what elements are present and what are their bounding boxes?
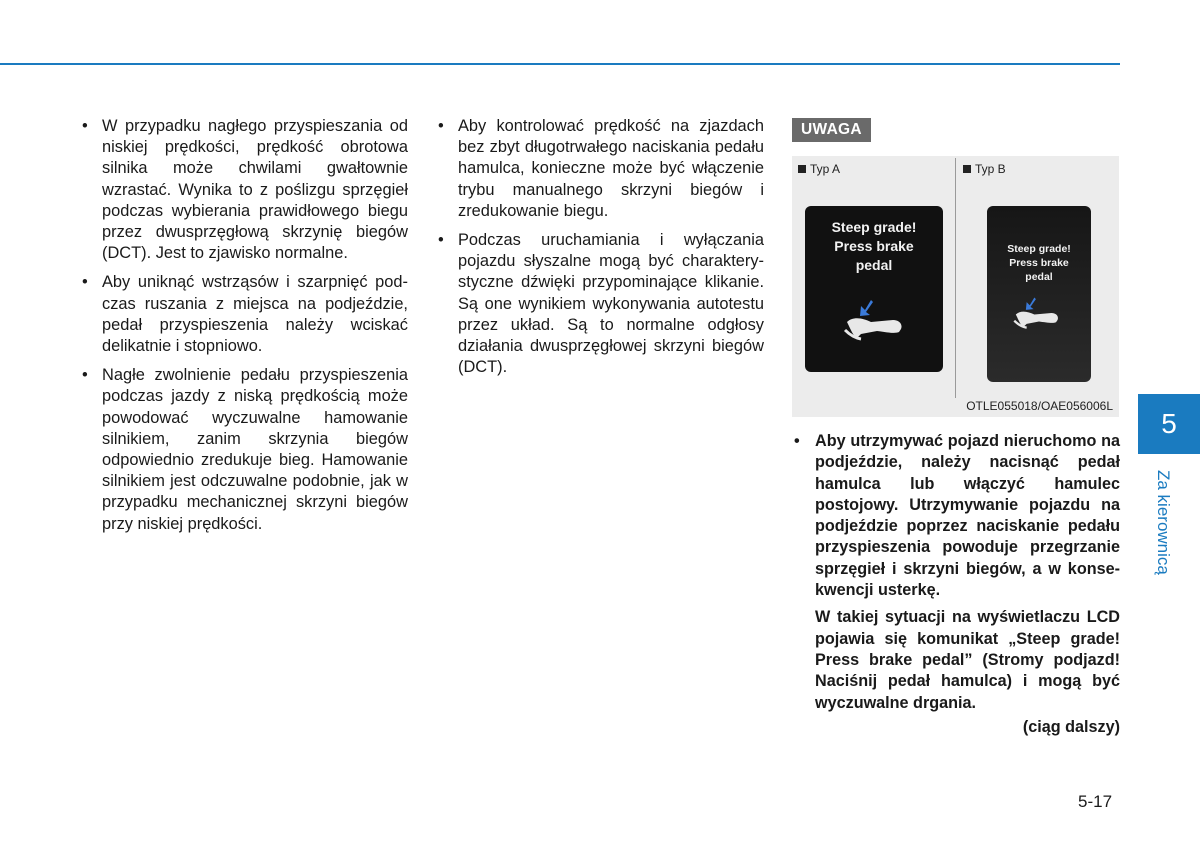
chapter-title-vertical: [1145, 470, 1185, 580]
list-item: • Aby uniknąć wstrząsów i szarpnięć podczas ruszania z miejsca na podjeździe, pedał przyspieszenia należy wciskać delikatnie i stopniowo.: [80, 272, 408, 357]
uwaga-label: UWAGA: [792, 118, 871, 142]
caution-paragraph: W takiej sytuacji na wyświetlaczu LCD pojawia się komunikat „Steep grade! Press brake pedal” (Stromy podjazd! Naciśnij pedał hamulca) i mogą być wyczuwalne drgania.: [815, 608, 1120, 712]
brake-pedal-icon: [841, 298, 913, 342]
lcd-message: Steep grade! Press brake pedal: [1007, 243, 1071, 283]
list-item: • Podczas uruchamiania i wyłączania pojazdu słyszalne mogą być charakterystyczne dźwięki przypominające klikanie. Są one wynikiem wykonywania autotestu przez układ. Są to normalne odgłosy działania dwusprzęgłowej skrzyni biegów (DCT).: [436, 230, 764, 378]
top-rule: [0, 63, 1120, 65]
lcd-figure: [792, 156, 1119, 417]
chapter-title: Za kierownicą: [1154, 470, 1173, 575]
figure-divider: [955, 158, 956, 398]
page-number: 5-17: [1078, 792, 1113, 811]
square-bullet-icon: [963, 165, 971, 173]
figure-code: OTLE055018/OAE056006L: [966, 399, 1113, 413]
text-column-1: [80, 116, 408, 543]
chapter-tab: 5: [1138, 394, 1200, 454]
brake-pedal-icon: [1011, 296, 1067, 330]
lcd-screen-type-b: [987, 206, 1091, 382]
type-a-label: Typ A: [810, 162, 841, 176]
type-b-label: Typ B: [975, 162, 1006, 176]
text-column-2: [436, 116, 764, 386]
continued-label: (ciąg dalszy): [1022, 718, 1120, 736]
lcd-message: Steep grade! Press brake pedal: [831, 219, 917, 273]
list-item: • Nagłe zwolnienie pedału przyspieszenia podczas jazdy z niską prędkością może powodować wyczuwalne hamowanie silnikiem, zanim skrzynia biegów odpowiednio zredukuje bieg. Hamowanie silnikiem jest odczuwalne podobnie, jak w przypadku mechanicznej skrzyni biegów przy niskiej prędkości.: [80, 365, 408, 535]
type-a-caption: [798, 162, 840, 176]
list-item: • W przypadku nagłego przyspieszania od niskiej prędkości, prędkość obrotowa silnika może chwilami gwałtownie wzrastać. Wynika to z poślizgu sprzęgieł podczas wybierania prawidłowego biegu przez dwusprzęgłową skrzynię biegów (DCT). Jest to zjawisko normalne.: [80, 116, 408, 264]
type-b-caption: [963, 162, 1006, 176]
lcd-screen-type-a: [805, 206, 943, 372]
caution-bullet: • Aby utrzymywać pojazd nieruchomo na podjeździe, należy nacisnąć pedał hamulca lub włączyć hamulec postojowy. Utrzymywanie pojazdu na podjeździe poprzez naciskanie pedału przyspieszenia powoduje przegrzanie sprzęgieł i skrzyni biegów, a w konsekwencji usterkę.: [792, 431, 1120, 601]
list-item: • Aby kontrolować prędkość na zjazdach bez zbyt długotrwałego naciskania pedału hamulca, konieczne może być włączenie trybu manualnego skrzyni biegów i zredukowanie biegu.: [436, 116, 764, 222]
caution-note: [792, 431, 1120, 714]
square-bullet-icon: [798, 165, 806, 173]
